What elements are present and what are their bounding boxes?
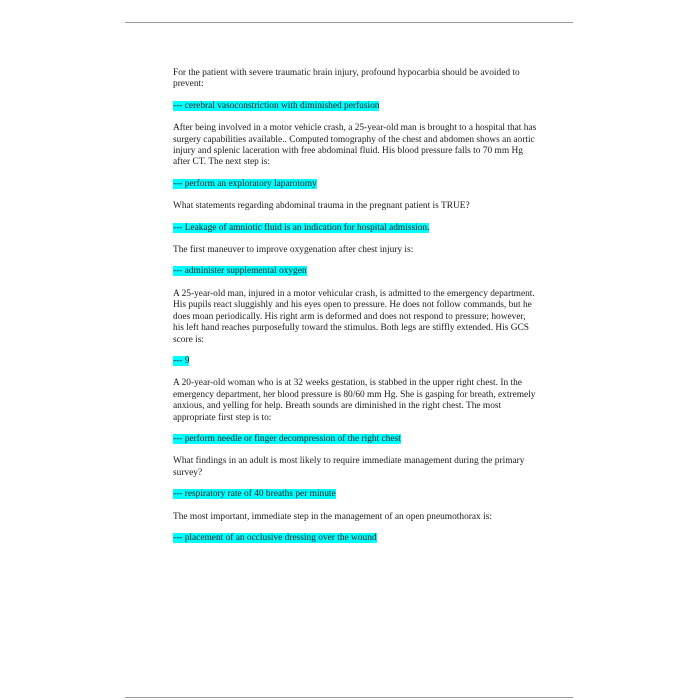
question-text: The first maneuver to improve oxygenation after chest injury is:: [173, 245, 414, 256]
answer-line: [173, 434, 538, 445]
highlighted-answer: --- placement of an occlusive dressing over the wound: [173, 532, 377, 543]
page-bottom-rule: [125, 697, 573, 698]
highlighted-answer: --- respiratory rate of 40 breaths per minute: [173, 489, 336, 500]
highlighted-answer: --- 9: [173, 355, 190, 366]
question-text: What statements regarding abdominal trauma in the pregnant patient is TRUE?: [173, 201, 470, 212]
highlighted-answer: --- administer supplemental oxygen: [173, 266, 307, 277]
document-body: [173, 68, 538, 555]
page-top-rule: [125, 22, 573, 23]
highlighted-answer: --- perform needle or finger decompression of the right chest: [173, 433, 401, 444]
question-text: A 25-year-old man, injured in a motor vehicular crash, is admitted to the emergency department. His pupils react sluggishly and his eyes open to pressure. He does not follow commands, but he does moan periodically. His right arm is deformed and does not respond to pressure; however, his left hand reaches purposefully toward the stimulus. Both legs are stiffly extended. His GCS score is:: [173, 288, 535, 345]
highlighted-answer: --- perform an exploratory laparotomy: [173, 178, 317, 189]
question-text: The most important, immediate step in the management of an open pneumothorax is:: [173, 511, 492, 522]
highlighted-answer: --- Leakage of amniotic fluid is an indication for hospital admission.: [173, 222, 430, 233]
question-text: A 20-year-old woman who is at 32 weeks gestation, is stabbed in the upper right chest. In the emergency department, her blood pressure is 80/60 mm Hg. She is gasping for breath, extremely anxious, and yelling for help. Breath sounds are diminished in the right chest. The most appropriate first step is to:: [173, 378, 536, 423]
answer-line: [173, 356, 538, 367]
question-text: For the patient with severe traumatic brain injury, profound hypocarbia should be avoided to prevent:: [173, 68, 520, 90]
question-text: After being involved in a motor vehicle crash, a 25-year-old man is brought to a hospital that has surgery capabilities available.. Computed tomography of the chest and abdomen shows an aortic injury and splenic laceration with free abdominal fluid. His blood pressure falls to 70 mm Hg after CT. The next step is:: [173, 123, 537, 168]
answer-line: [173, 266, 538, 277]
answer-line: [173, 533, 538, 544]
answer-line: [173, 489, 538, 500]
answer-line: [173, 179, 538, 190]
answer-line: [173, 223, 538, 234]
highlighted-answer: --- cerebral vasoconstriction with diminished perfusion: [173, 100, 380, 111]
question-text: What findings in an adult is most likely to require immediate management during the primary survey?: [173, 456, 525, 478]
answer-line: [173, 101, 538, 112]
